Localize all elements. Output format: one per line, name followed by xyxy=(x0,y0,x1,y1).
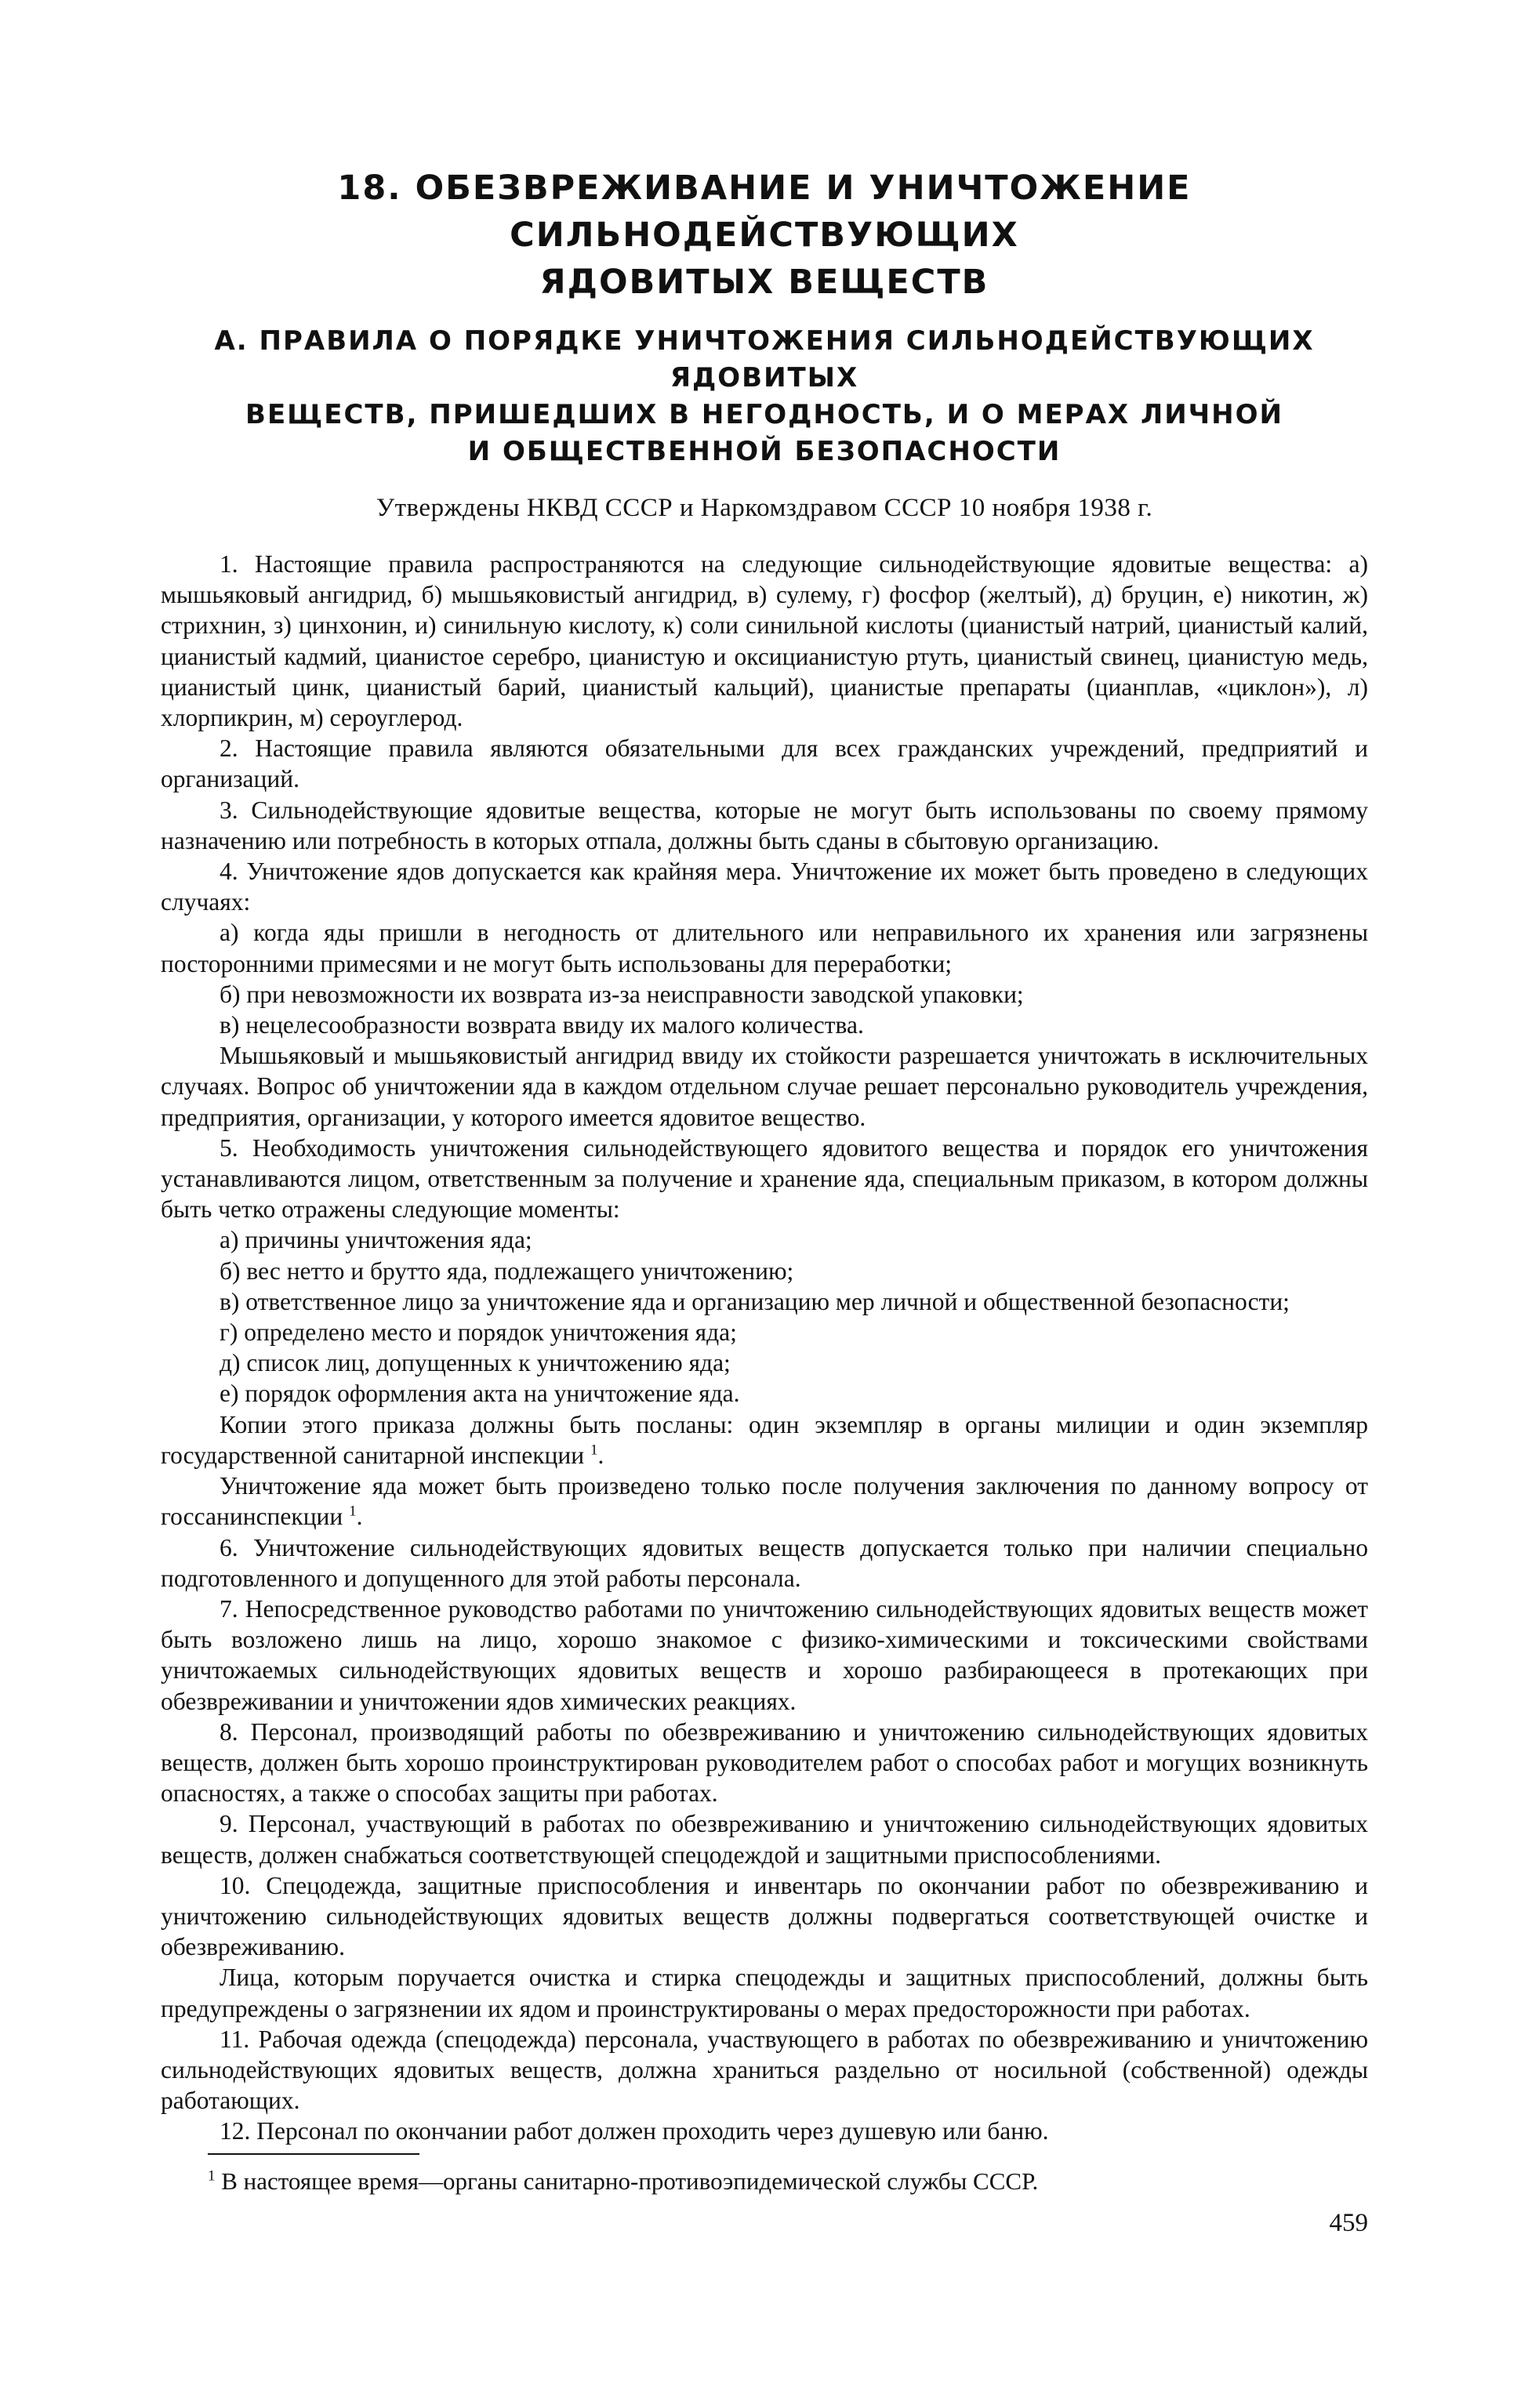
paragraph-4a: а) когда яды пришли в негодность от длительного или неправильного их хранения или загрязнены посторонними примесями и не могут быть использованы для переработки; xyxy=(161,919,1368,977)
footnote-text: В настоящее время—органы санитарно-противоэпидемической службы СССР. xyxy=(221,2167,1039,2195)
page-number: 459 xyxy=(1329,2209,1368,2237)
paragraph-10-note: Лица, которым поручается очистка и стирка спецодежды и защитных приспособлений, должны быть предупреждены о загрязнении их ядом и проинструктированы о мерах предосторожности при работах. xyxy=(161,1964,1368,2022)
footnote-ref: 1 xyxy=(349,1503,357,1520)
paragraph-5b: б) вес нетто и брутто яда, подлежащего уничтожению; xyxy=(220,1257,794,1285)
paragraph-5-conclusion: Уничтожение яда может быть произведено только после получения заключения по данному вопросу от госсанинспекции $^1$. xyxy=(161,1472,1368,1531)
subsection-title-line-3: И ОБЩЕСТВЕННОЙ БЕЗОПАСНОСТИ xyxy=(467,436,1062,467)
paragraph-6: 6. Уничтожение сильнодействующих ядовитых веществ допускается только при наличии специально подготовленного и допущенного для этой работы персонала. xyxy=(161,1533,1368,1592)
section-title-line-1: 18. ОБЕЗВРЕЖИВАНИЕ И УНИЧТОЖЕНИЕ СИЛЬНОДЕЙСТВУЮЩИХ xyxy=(337,169,1192,255)
footnote-mark: 1 xyxy=(208,2167,216,2185)
paragraph-9: 9. Персонал, участвующий в работах по обезвреживанию и уничтожению сильнодействующих ядовитых веществ, должен снабжаться соответствующей спецодеждой и защитными приспособлениями. xyxy=(161,1810,1368,1869)
subsection-title-line-2: ВЕЩЕСТВ, ПРИШЕДШИХ В НЕГОДНОСТЬ, И О МЕРАХ ЛИЧНОЙ xyxy=(245,399,1283,430)
document-page xyxy=(161,165,1368,2197)
paragraph-1: 1. Настоящие правила распространяются на следующие сильнодействующие ядовитые вещества: а) мышьяковый ангидрид, б) мышьяковистый ангидрид, в) сулему, г) фосфор (желтый), д) бруцин, е) никотин, ж) стрихнин, з) цинхонин, и) синильную кислоту, к) соли синильной кислоты (цианистый натрий, цианистый калий, цианистый кадмий, цианистое серебро, цианистую и оксицианистую ртуть, цианистый свинец, цианистую медь, цианистый цинк, цианистый барий, цианистый кальций), цианистые препараты (цианплав, «циклон»), л) хлорпикрин, м) сероуглерод. xyxy=(161,550,1368,732)
paragraph-4-note: Мышьяковый и мышьяковистый ангидрид ввиду их стойкости разрешается уничтожать в исключительных случаях. Вопрос об уничтожении яда в каждом отдельном случае решает персонально руководитель учреждения, предприятия, организации, у которого имеется ядовитое вещество. xyxy=(161,1042,1368,1131)
paragraph-5-copies-text: Копии этого приказа должны быть посланы: один экземпляр в органы милиции и один экземпляр государственной санитарной инспекции xyxy=(161,1410,1368,1469)
paragraph-5-copies: Копии этого приказа должны быть посланы: один экземпляр в органы милиции и один экземпляр государственной санитарной инспекции $^1$. xyxy=(161,1410,1368,1469)
paragraph-3: 3. Сильнодействующие ядовитые вещества, которые не могут быть использованы по своему прямому назначению или потребность в которых отпала, должны быть сданы в сбытовую организацию. xyxy=(161,796,1368,854)
section-title xyxy=(161,165,1368,306)
subsection-title-line-1: А. ПРАВИЛА О ПОРЯДКЕ УНИЧТОЖЕНИЯ СИЛЬНОДЕЙСТВУЮЩИХ ЯДОВИТЫХ xyxy=(214,325,1315,393)
subsection-title xyxy=(161,323,1368,470)
paragraph-5c: в) ответственное лицо за уничтожение яда и организацию мер личной и общественной безопасности; xyxy=(220,1287,1290,1315)
paragraph-12: 12. Персонал по окончании работ должен проходить через душевую или баню. xyxy=(220,2117,1049,2145)
paragraph-5d: г) определено место и порядок уничтожения яда; xyxy=(220,1318,737,1347)
footnote-ref: 1 xyxy=(590,1442,598,1459)
footnote-divider xyxy=(208,2153,419,2155)
paragraph-7: 7. Непосредственное руководство работами по уничтожению сильнодействующих ядовитых веществ может быть возложено лишь на лицо, хорошо знакомое с физико-химическими и токсическими свойствами уничтожаемых сильнодействующих ядовитых веществ и хорошо разбирающееся в протекающих при обезвреживании и уничтожении ядов химических реакциях. xyxy=(161,1594,1368,1715)
paragraph-5: 5. Необходимость уничтожения сильнодействующего ядовитого вещества и порядок его уничтожения устанавливаются лицом, ответственным за получение и хранение яда, специальным приказом, в котором должны быть четко отражены следующие моменты: xyxy=(161,1133,1368,1224)
paragraph-4b: б) при невозможности их возврата из-за неисправности заводской упаковки; xyxy=(220,980,1024,1008)
paragraph-2: 2. Настоящие правила являются обязательными для всех гражданских учреждений, предприятий и организаций. xyxy=(161,734,1368,793)
body-text xyxy=(161,549,1368,2147)
paragraph-5a: а) причины уничтожения яда; xyxy=(220,1226,532,1254)
paragraph-5e: д) список лиц, допущенных к уничтожению яда; xyxy=(220,1349,731,1377)
paragraph-10: 10. Спецодежда, защитные приспособления и инвентарь по окончании работ по обезвреживанию и уничтожению сильнодействующих ядовитых веществ должны подвергаться соответствующей очистке и обезвреживанию. xyxy=(161,1871,1368,1961)
footnote xyxy=(208,2166,1368,2197)
paragraph-8: 8. Персонал, производящий работы по обезвреживанию и уничтожению сильнодействующих ядовитых веществ, должен быть хорошо проинструктирован руководителем работ о способах работ и могущих возникнуть опасностях, а также о способах защиты при работах. xyxy=(161,1717,1368,1808)
paragraph-11: 11. Рабочая одежда (спецодежда) персонала, участвующего в работах по обезвреживанию и уничтожению сильнодействующих ядовитых веществ, должна храниться раздельно от носильной (собственной) одежды работающих. xyxy=(161,2025,1368,2115)
section-title-line-2: ЯДОВИТЫХ ВЕЩЕСТВ xyxy=(539,263,989,302)
paragraph-4: 4. Уничтожение ядов допускается как крайняя мера. Уничтожение их может быть проведено в следующих случаях: xyxy=(161,858,1368,916)
approval-note: Утверждены НКВД СССР и Наркомздравом СССР 10 ноября 1938 г. xyxy=(376,494,1153,522)
paragraph-5-conclusion-text: Уничтожение яда может быть произведено только после получения заключения по данному вопросу от госсанинспекции xyxy=(161,1472,1368,1531)
paragraph-4c: в) нецелесообразности возврата ввиду их малого количества. xyxy=(220,1011,864,1039)
paragraph-5f: е) порядок оформления акта на уничтожение яда. xyxy=(220,1380,740,1408)
